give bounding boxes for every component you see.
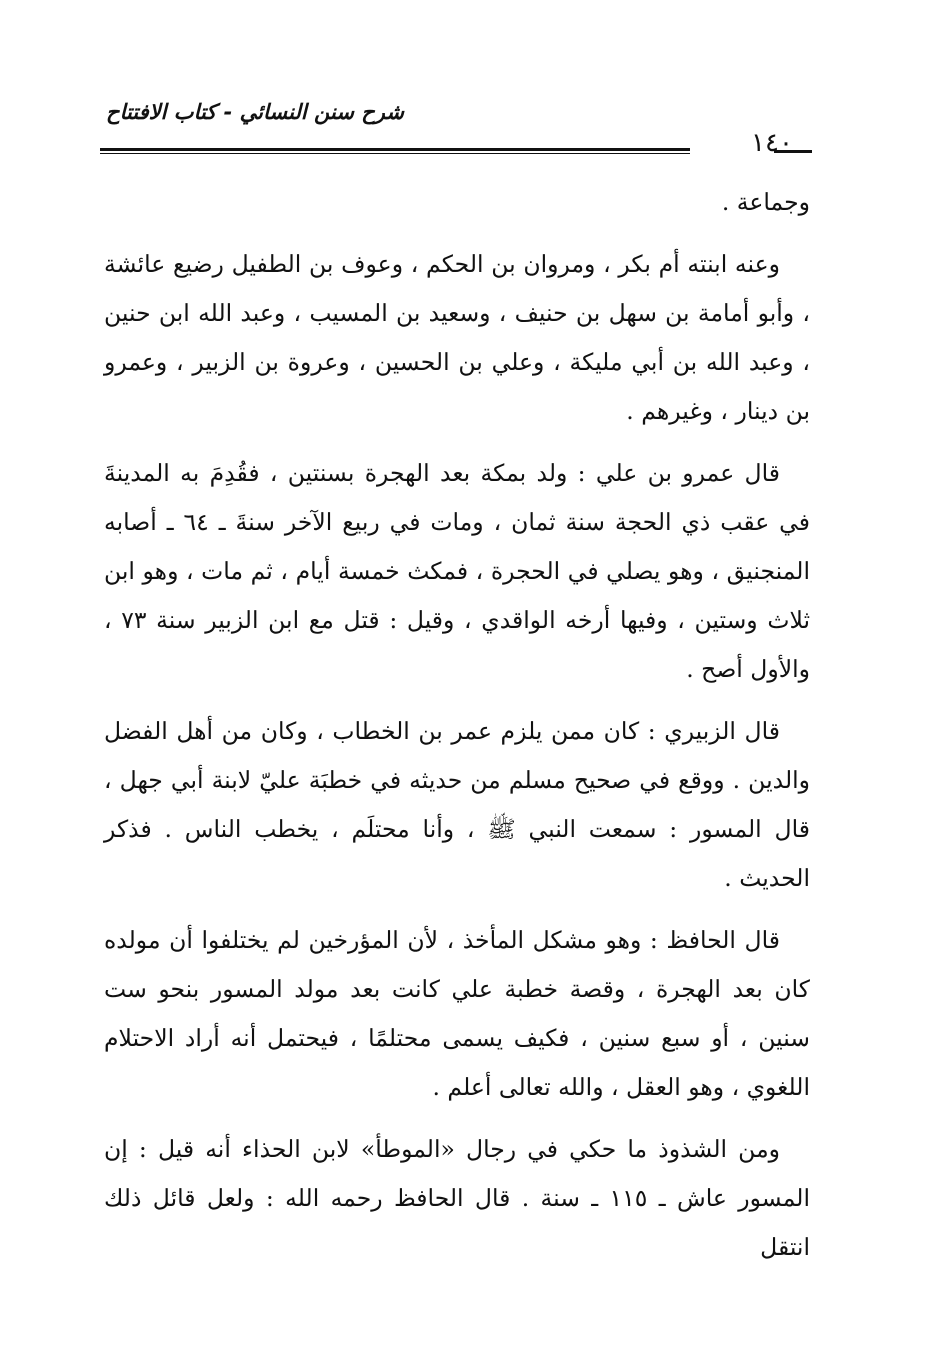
- paragraph: قال الحافظ : وهو مشكل المأخذ ، لأن المؤرخين لم يختلفوا أن مولده كان بعد الهجرة ، وقصة خطبة علي كانت بعد مولد المسور بنحو ست سنين ، أو سبع سنين ، فكيف يسمى محتلمًا ، فيحتمل أنه أراد الاحتلام اللغوي ، وهو العقل ، والله تعالى أعلم .: [104, 926, 810, 1101]
- paragraph: قال عمرو بن علي : ولد بمكة بعد الهجرة بسنتين ، فقُدِمَ به المدينةَ في عقب ذي الحجة سنة ثمان ، ومات في ربيع الآخر سنةَ ـ ٦٤ ـ أصابه المنجنيق ، وهو يصلي في الحجرة ، فمكث خمسة أيام ، ثم مات ، وهو ابن ثلاث وستين ، وفيها أرخه الواقدي ، وقيل : قتل مع ابن الزبير سنة ٧٣ ، والأول أصح .: [104, 459, 811, 683]
- paragraph: وجماعة .: [721, 188, 810, 216]
- page-header: [100, 100, 812, 160]
- header-rule: [100, 148, 690, 154]
- page-number: ١٤٠: [751, 128, 793, 158]
- paragraph: ومن الشذوذ ما حكي في رجال «الموطأ» لابن الحذاء أنه قيل : إن المسور عاش ـ ١١٥ ـ سنة . قال الحافظ رحمه الله : ولعل قائل ذلك انتقل: [104, 1135, 810, 1261]
- body-text: [104, 178, 810, 1285]
- running-title: شرح سنن النسائي - كتاب الافتتاح: [106, 100, 404, 124]
- page-number-rule: [774, 150, 812, 153]
- paragraph: وعنه ابنته أم بكر ، ومروان بن الحكم ، وعوف بن الطفيل رضيع عائشة ، وأبو أمامة بن سهل بن حنيف ، وسعيد بن المسيب ، وعبد الله ابن حنين ، وعبد الله بن أبي مليكة ، وعلي بن الحسين ، وعروة بن الزبير ، وعمرو بن دينار ، وغيرهم .: [104, 250, 810, 425]
- paragraph: قال الزبيري : كان ممن يلزم عمر بن الخطاب ، وكان من أهل الفضل والدين . ووقع في صحيح مسلم من حديثه في خطبَة عليّ لابنة أبي جهل ، قال المسور : سمعت النبي ﷺ ، وأنا محتلَم ، يخطب الناس . فذكر الحديث .: [104, 717, 810, 892]
